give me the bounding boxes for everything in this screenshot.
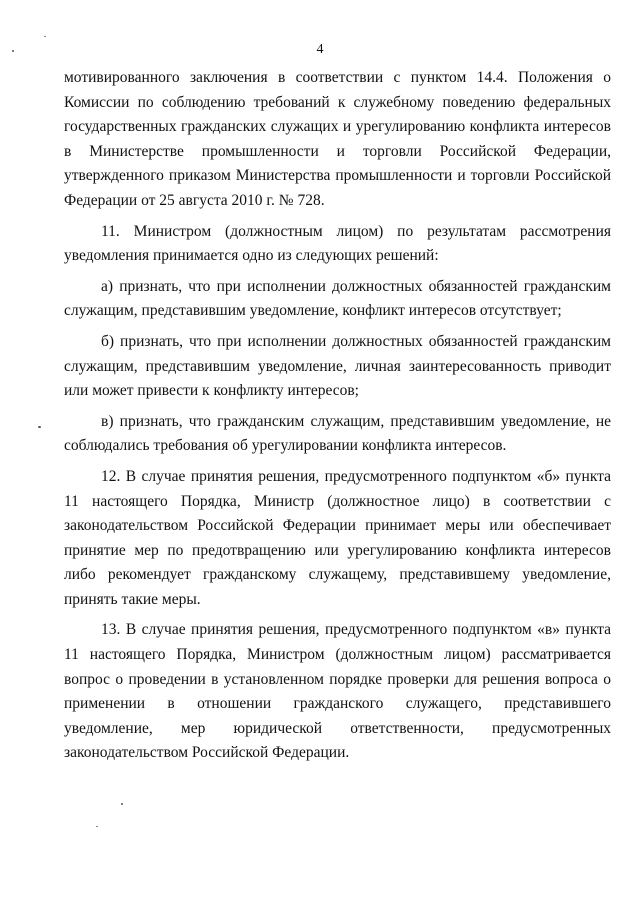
paragraph-subitem-v: в) признать, что гражданским служащим, представившим уведомление, не соблюдались требования об урегулировании конфликта интересов. [64, 412, 611, 455]
scan-speck [96, 826, 98, 827]
paragraph-subitem-a: а) признать, что при исполнении должностных обязанностей гражданским служащим, представившим уведомление, конфликт интересов отсутствует; [64, 277, 611, 320]
paragraph-subitem-b: б) признать, что при исполнении должностных обязанностей гражданским служащим, представившим уведомление, личная заинтересованность приводит или может привести к конфликту интересов; [64, 332, 611, 400]
paragraph-item-11: 11. Министром (должностным лицом) по результатам рассмотрения уведомления принимается одно из следующих решений: [64, 222, 611, 265]
scan-speck [121, 803, 123, 805]
paragraph-item-12: 12. В случае принятия решения, предусмотренного подпунктом «б» пункта 11 настоящего Порядка, Министр (должностное лицо) в соответствии с законодательством Российской Федерации принимает меры или обеспечивает принятие мер по предотвращению или урегулированию конфликта интересов либо рекомендует гражданскому служащему, представившему уведомление, принять такие меры. [64, 467, 611, 608]
paragraph-item-13: 13. В случае принятия решения, предусмотренного подпунктом «в» пункта 11 настоящего Порядка, Министром (должностным лицом) рассматривается вопрос о проведении в установленном порядке проверки для решения вопроса о применении в отношении гражданского служащего, представившего уведомление, мер юридической ответственности, предусмотренных законодательством Российской Федерации. [64, 621, 611, 762]
page-number: 4 [316, 42, 324, 57]
document-body [64, 66, 611, 766]
scan-speck [12, 50, 14, 52]
paragraph-continuation: мотивированного заключения в соответствии с пунктом 14.4. Положения о Комиссии по соблюдению требований к служебному поведению федеральных государственных гражданских служащих и урегулированию конфликта интересов в Министерстве промышленности и торговли Российской Федерации, утвержденного приказом Министерства промышленности и торговли Российской Федерации от 25 августа 2010 г. № 728. [64, 69, 611, 209]
scan-speck [38, 426, 41, 428]
scan-speck [44, 36, 46, 37]
